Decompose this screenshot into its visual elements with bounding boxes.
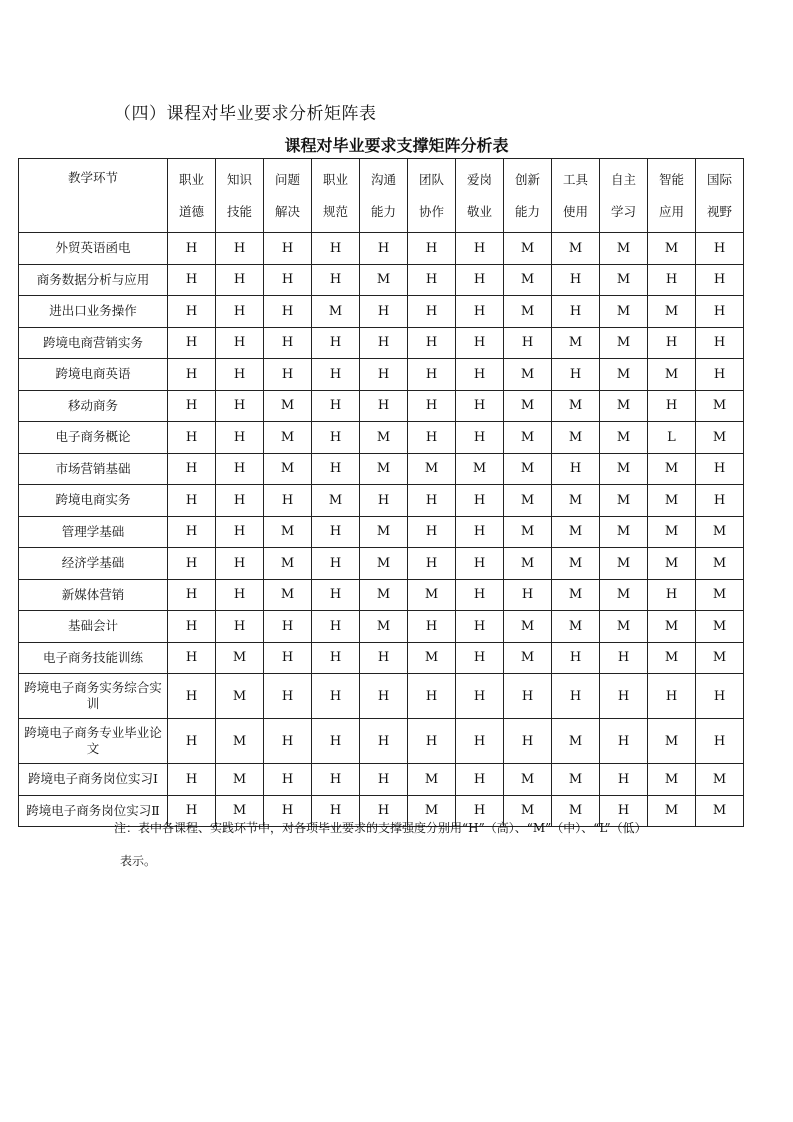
support-level-cell: H <box>360 390 408 422</box>
support-level-cell: M <box>648 453 696 485</box>
support-level-cell: H <box>360 296 408 328</box>
support-level-cell: M <box>408 453 456 485</box>
support-level-cell: H <box>312 516 360 548</box>
support-level-cell: H <box>408 327 456 359</box>
support-level-cell: M <box>648 296 696 328</box>
support-level-cell: H <box>168 422 216 454</box>
support-level-cell: H <box>456 611 504 643</box>
support-level-cell: H <box>408 719 456 764</box>
support-level-cell: H <box>696 453 744 485</box>
requirement-header-line2: 道德 <box>178 203 204 219</box>
support-level-cell: H <box>312 674 360 719</box>
support-level-cell: H <box>312 719 360 764</box>
support-level-cell: M <box>552 485 600 517</box>
support-level-cell: M <box>312 296 360 328</box>
support-level-cell: H <box>696 233 744 265</box>
support-level-cell: H <box>168 264 216 296</box>
table-row <box>19 548 744 580</box>
support-level-cell: H <box>264 674 312 719</box>
requirement-header <box>600 159 648 233</box>
support-level-cell: M <box>408 764 456 796</box>
table-row <box>19 485 744 517</box>
support-level-cell: M <box>504 764 552 796</box>
support-level-cell: M <box>552 390 600 422</box>
support-level-cell: M <box>600 390 648 422</box>
course-name-cell: 移动商务 <box>19 390 168 422</box>
support-level-cell: M <box>552 579 600 611</box>
requirement-header <box>168 159 216 233</box>
course-name-cell: 跨境电商营销实务 <box>19 327 168 359</box>
table-row <box>19 453 744 485</box>
course-name-cell: 进出口业务操作 <box>19 296 168 328</box>
requirement-header-line2: 协作 <box>418 203 444 219</box>
support-level-cell: H <box>264 795 312 827</box>
support-level-cell: H <box>312 327 360 359</box>
support-level-cell: H <box>312 548 360 580</box>
support-level-cell: H <box>408 359 456 391</box>
support-level-cell: H <box>216 327 264 359</box>
support-level-cell: H <box>168 611 216 643</box>
requirement-header-line2: 敬业 <box>466 203 492 219</box>
support-level-cell: H <box>456 390 504 422</box>
support-level-cell: M <box>648 548 696 580</box>
table-row <box>19 579 744 611</box>
support-level-cell: M <box>216 642 264 674</box>
support-level-cell: H <box>648 264 696 296</box>
support-level-cell: M <box>360 611 408 643</box>
support-level-cell: M <box>600 611 648 643</box>
support-level-cell: H <box>552 264 600 296</box>
requirement-header-line2: 应用 <box>658 203 684 219</box>
support-level-cell: H <box>600 719 648 764</box>
support-level-cell: M <box>696 764 744 796</box>
support-level-cell: M <box>504 233 552 265</box>
support-level-cell: M <box>456 453 504 485</box>
support-level-cell: M <box>552 611 600 643</box>
course-name-cell: 新媒体营销 <box>19 579 168 611</box>
support-level-cell: H <box>360 485 408 517</box>
support-level-cell: M <box>696 642 744 674</box>
support-level-cell: M <box>696 548 744 580</box>
requirement-header <box>648 159 696 233</box>
table-row <box>19 422 744 454</box>
support-level-cell: H <box>312 233 360 265</box>
support-level-cell: M <box>360 516 408 548</box>
support-level-cell: H <box>360 233 408 265</box>
course-name-cell: 跨境电商实务 <box>19 485 168 517</box>
support-level-cell: H <box>552 642 600 674</box>
support-level-cell: H <box>456 485 504 517</box>
table-title: 课程对毕业要求支撑矩阵分析表 <box>284 136 509 155</box>
course-name-cell: 跨境电商英语 <box>19 359 168 391</box>
course-name-cell: 市场营销基础 <box>19 453 168 485</box>
support-level-cell: M <box>552 548 600 580</box>
support-level-cell: M <box>600 264 648 296</box>
corner-header: 教学环节 <box>19 159 168 233</box>
support-level-cell: H <box>168 548 216 580</box>
support-level-cell: H <box>312 359 360 391</box>
support-level-cell: H <box>168 579 216 611</box>
support-level-cell: H <box>456 327 504 359</box>
requirement-header <box>408 159 456 233</box>
support-level-cell: H <box>216 516 264 548</box>
support-level-cell: H <box>696 359 744 391</box>
support-level-cell: H <box>408 548 456 580</box>
support-level-cell: H <box>168 359 216 391</box>
support-level-cell: H <box>312 764 360 796</box>
table-row <box>19 390 744 422</box>
support-level-cell: M <box>648 233 696 265</box>
support-level-cell: M <box>360 548 408 580</box>
support-level-cell: H <box>408 485 456 517</box>
requirement-header-line2: 技能 <box>226 203 252 219</box>
support-level-cell: H <box>216 233 264 265</box>
support-level-cell: M <box>648 516 696 548</box>
support-level-cell: M <box>504 422 552 454</box>
requirement-header <box>504 159 552 233</box>
requirement-header <box>216 159 264 233</box>
support-level-cell: M <box>264 422 312 454</box>
table-row <box>19 516 744 548</box>
support-level-cell: H <box>216 359 264 391</box>
support-level-cell: M <box>696 422 744 454</box>
table-row <box>19 674 744 719</box>
course-name-cell: 基础会计 <box>19 611 168 643</box>
support-level-cell: H <box>168 327 216 359</box>
support-level-cell: H <box>360 795 408 827</box>
support-level-cell: H <box>648 579 696 611</box>
support-level-cell: H <box>600 795 648 827</box>
support-level-cell: H <box>456 548 504 580</box>
table-row <box>19 233 744 265</box>
support-level-cell: H <box>456 642 504 674</box>
support-level-cell: M <box>552 795 600 827</box>
support-level-cell: M <box>408 642 456 674</box>
support-level-cell: H <box>216 611 264 643</box>
support-level-cell: M <box>600 422 648 454</box>
support-level-cell: M <box>360 579 408 611</box>
requirement-header <box>696 159 744 233</box>
support-level-cell: H <box>312 453 360 485</box>
course-name-cell: 管理学基础 <box>19 516 168 548</box>
support-level-cell: H <box>456 264 504 296</box>
support-level-cell: M <box>552 233 600 265</box>
support-level-cell: H <box>168 516 216 548</box>
matrix-body <box>19 233 744 827</box>
support-level-cell: H <box>360 359 408 391</box>
header-row <box>19 159 744 233</box>
support-level-cell: H <box>408 422 456 454</box>
support-level-cell: H <box>456 516 504 548</box>
support-level-cell: H <box>168 719 216 764</box>
support-level-cell: M <box>504 485 552 517</box>
support-level-cell: M <box>216 719 264 764</box>
support-level-cell: M <box>600 296 648 328</box>
support-level-cell: M <box>600 327 648 359</box>
support-level-cell: H <box>600 642 648 674</box>
support-level-cell: M <box>600 579 648 611</box>
table-note: 注：表中各课程、实践环节中，对各项毕业要求的支撑强度分别用“H”（高）、“M”（中）、“L”（低） <box>114 821 647 835</box>
support-level-cell: H <box>648 327 696 359</box>
support-level-cell: H <box>504 719 552 764</box>
support-level-cell: M <box>696 516 744 548</box>
requirement-header-line1: 爱岗 <box>466 171 492 187</box>
table-row <box>19 764 744 796</box>
support-level-cell: M <box>504 264 552 296</box>
table-row <box>19 719 744 764</box>
support-level-cell: M <box>216 674 264 719</box>
support-level-cell: H <box>312 264 360 296</box>
support-level-cell: H <box>360 642 408 674</box>
support-level-cell: H <box>216 579 264 611</box>
support-level-cell: M <box>648 764 696 796</box>
course-name-cell: 经济学基础 <box>19 548 168 580</box>
support-level-cell: H <box>216 453 264 485</box>
support-level-cell: M <box>648 611 696 643</box>
support-level-cell: H <box>696 296 744 328</box>
support-level-cell: H <box>552 359 600 391</box>
course-name-cell: 跨境电子商务岗位实习Ⅱ <box>19 795 168 827</box>
support-level-cell: H <box>264 642 312 674</box>
support-level-cell: M <box>504 516 552 548</box>
support-level-cell: M <box>648 719 696 764</box>
support-level-cell: M <box>648 485 696 517</box>
table-row <box>19 264 744 296</box>
course-name-cell: 跨境电子商务实务综合实训 <box>19 674 168 719</box>
requirement-header-line1: 职业 <box>322 171 348 187</box>
support-level-cell: M <box>504 642 552 674</box>
support-level-cell: H <box>408 264 456 296</box>
support-level-cell: H <box>312 579 360 611</box>
support-level-cell: M <box>600 453 648 485</box>
support-level-cell: H <box>264 485 312 517</box>
support-level-cell: H <box>696 264 744 296</box>
requirement-header <box>552 159 600 233</box>
support-level-cell: H <box>264 296 312 328</box>
support-level-cell: H <box>504 674 552 719</box>
support-level-cell: H <box>504 579 552 611</box>
support-level-cell: H <box>216 422 264 454</box>
support-level-cell: H <box>168 453 216 485</box>
support-level-cell: H <box>408 296 456 328</box>
support-level-cell: H <box>552 296 600 328</box>
requirement-header-line1: 问题 <box>274 171 300 187</box>
support-level-cell: M <box>600 548 648 580</box>
support-level-cell: H <box>264 611 312 643</box>
support-level-cell: M <box>600 233 648 265</box>
support-level-cell: M <box>648 795 696 827</box>
support-level-cell: M <box>264 453 312 485</box>
support-level-cell: H <box>312 642 360 674</box>
requirement-header-line1: 工具 <box>562 171 588 187</box>
support-level-cell: H <box>456 795 504 827</box>
support-level-cell: H <box>264 764 312 796</box>
support-level-cell: H <box>216 296 264 328</box>
support-level-cell: M <box>648 359 696 391</box>
table-row <box>19 296 744 328</box>
support-level-cell: M <box>216 795 264 827</box>
requirement-header <box>312 159 360 233</box>
requirement-header-line2: 视野 <box>706 203 732 219</box>
support-level-cell: H <box>648 674 696 719</box>
support-level-cell: M <box>360 264 408 296</box>
support-level-cell: H <box>504 327 552 359</box>
support-level-cell: H <box>456 579 504 611</box>
support-level-cell: M <box>552 422 600 454</box>
requirement-header-line1: 国际 <box>706 171 732 187</box>
support-level-cell: M <box>264 579 312 611</box>
requirement-header-line1: 沟通 <box>370 171 396 187</box>
support-level-cell: H <box>408 674 456 719</box>
support-level-cell: M <box>696 579 744 611</box>
requirement-header <box>360 159 408 233</box>
support-level-cell: M <box>504 548 552 580</box>
support-level-cell: H <box>696 674 744 719</box>
table-row <box>19 359 744 391</box>
support-level-cell: H <box>408 390 456 422</box>
support-level-cell: H <box>648 390 696 422</box>
support-level-cell: H <box>408 516 456 548</box>
support-level-cell: M <box>552 719 600 764</box>
course-name-cell: 跨境电子商务专业毕业论文 <box>19 719 168 764</box>
support-level-cell: H <box>312 611 360 643</box>
support-level-cell: H <box>216 264 264 296</box>
course-name-cell: 电子商务概论 <box>19 422 168 454</box>
table-row <box>19 611 744 643</box>
support-level-cell: H <box>600 764 648 796</box>
table-note-continuation: 表示。 <box>120 854 157 868</box>
support-level-cell: H <box>360 764 408 796</box>
support-level-cell: M <box>600 516 648 548</box>
support-level-cell: M <box>504 390 552 422</box>
support-level-cell: M <box>504 795 552 827</box>
support-level-cell: L <box>648 422 696 454</box>
support-level-cell: H <box>216 548 264 580</box>
support-level-cell: M <box>504 453 552 485</box>
support-level-cell: H <box>264 233 312 265</box>
table-row <box>19 642 744 674</box>
support-level-cell: H <box>168 642 216 674</box>
support-level-cell: M <box>408 795 456 827</box>
support-level-cell: H <box>696 719 744 764</box>
support-level-cell: H <box>456 233 504 265</box>
support-level-cell: M <box>696 390 744 422</box>
support-level-cell: M <box>264 390 312 422</box>
support-level-cell: M <box>264 516 312 548</box>
support-level-cell: M <box>504 359 552 391</box>
support-level-cell: M <box>552 516 600 548</box>
support-level-cell: H <box>456 422 504 454</box>
support-level-cell: H <box>360 674 408 719</box>
support-level-cell: H <box>456 674 504 719</box>
support-level-cell: M <box>552 327 600 359</box>
support-level-cell: H <box>168 390 216 422</box>
support-level-cell: M <box>600 485 648 517</box>
requirement-header-line2: 能力 <box>370 203 396 219</box>
requirement-header-line1: 创新 <box>514 171 540 187</box>
support-level-cell: H <box>552 674 600 719</box>
support-level-cell: H <box>264 359 312 391</box>
support-level-cell: H <box>264 719 312 764</box>
support-level-cell: H <box>168 764 216 796</box>
support-level-cell: H <box>696 485 744 517</box>
course-name-cell: 外贸英语函电 <box>19 233 168 265</box>
requirement-header-line2: 解决 <box>274 203 300 219</box>
support-level-cell: H <box>552 453 600 485</box>
support-level-cell: H <box>264 327 312 359</box>
requirement-header-line2: 规范 <box>322 203 348 219</box>
support-level-cell: M <box>504 296 552 328</box>
support-level-cell: M <box>360 453 408 485</box>
table-row <box>19 327 744 359</box>
support-level-cell: H <box>600 674 648 719</box>
support-level-cell: H <box>216 390 264 422</box>
support-level-cell: H <box>696 327 744 359</box>
course-name-cell: 商务数据分析与应用 <box>19 264 168 296</box>
support-level-cell: H <box>312 795 360 827</box>
requirement-header-line1: 自主 <box>610 171 636 187</box>
requirement-header-line2: 能力 <box>514 203 540 219</box>
support-level-cell: M <box>216 764 264 796</box>
support-level-cell: M <box>504 611 552 643</box>
support-level-cell: M <box>264 548 312 580</box>
requirement-header-line2: 学习 <box>610 203 636 219</box>
course-name-cell: 跨境电子商务岗位实习Ⅰ <box>19 764 168 796</box>
support-level-cell: H <box>168 233 216 265</box>
support-level-cell: H <box>360 719 408 764</box>
section-heading: （四）课程对毕业要求分析矩阵表 <box>114 104 377 124</box>
support-level-cell: M <box>408 579 456 611</box>
requirement-header-line1: 智能 <box>658 171 684 187</box>
requirement-header-line1: 团队 <box>418 171 444 187</box>
support-level-cell: H <box>456 764 504 796</box>
requirement-header-line2: 使用 <box>562 203 588 219</box>
support-level-cell: M <box>360 422 408 454</box>
support-level-cell: H <box>312 422 360 454</box>
support-level-cell: M <box>696 611 744 643</box>
requirement-header-line1: 知识 <box>226 171 252 187</box>
support-matrix-table <box>18 158 744 827</box>
support-level-cell: H <box>264 264 312 296</box>
support-level-cell: H <box>456 719 504 764</box>
course-name-cell: 电子商务技能训练 <box>19 642 168 674</box>
support-level-cell: H <box>216 485 264 517</box>
requirement-header-line1: 职业 <box>178 171 204 187</box>
support-level-cell: H <box>168 485 216 517</box>
support-level-cell: M <box>312 485 360 517</box>
support-level-cell: H <box>456 359 504 391</box>
support-level-cell: H <box>168 795 216 827</box>
support-level-cell: M <box>648 642 696 674</box>
support-level-cell: H <box>168 296 216 328</box>
support-level-cell: M <box>552 764 600 796</box>
support-level-cell: H <box>408 611 456 643</box>
support-level-cell: H <box>408 233 456 265</box>
support-level-cell: H <box>168 674 216 719</box>
requirement-header <box>456 159 504 233</box>
support-level-cell: H <box>312 390 360 422</box>
requirement-header <box>264 159 312 233</box>
support-level-cell: H <box>360 327 408 359</box>
support-level-cell: M <box>696 795 744 827</box>
support-level-cell: H <box>456 296 504 328</box>
support-level-cell: M <box>600 359 648 391</box>
